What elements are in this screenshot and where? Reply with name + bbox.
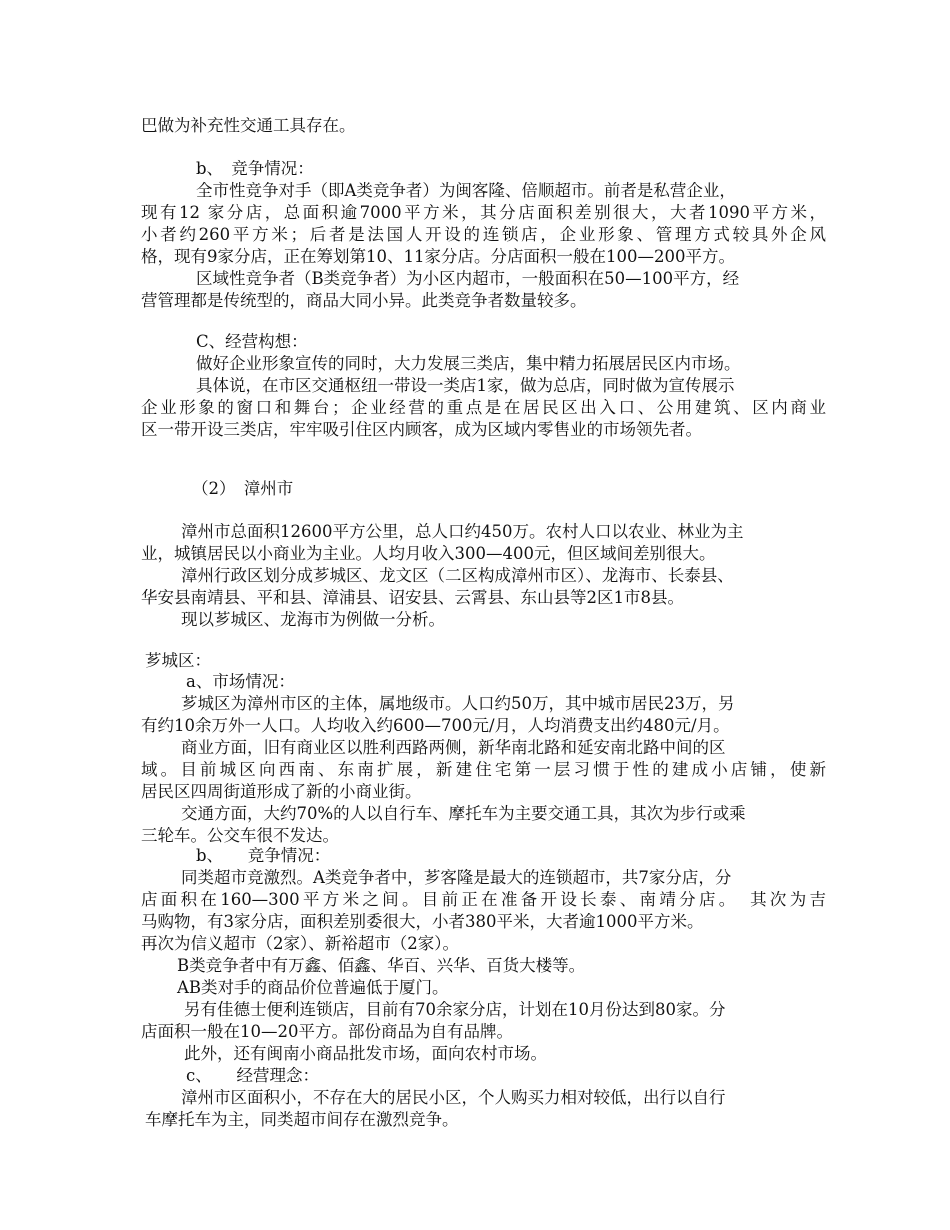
paragraph-line: 业，城镇居民以小商业为主业。人均月收入300—400元，但区域间差别很大。	[141, 544, 716, 563]
section-heading: C、经营构想：	[196, 332, 308, 351]
paragraph-line: 企业形象的窗口和舞台；企业经营的重点是在居民区出入口、公用建筑、区内商业	[141, 398, 826, 417]
paragraph-line: 车摩托车为主，同类超市间存在激烈竞争。	[145, 1110, 459, 1129]
paragraph-line: 营管理都是传统型的，商品大同小异。此类竞争者数量较多。	[141, 291, 587, 310]
paragraph-line: 具体说，在市区交通枢纽一带设一类店1家，做为总店，同时做为宣传展示	[196, 376, 735, 395]
section-heading: b、 竞争情况：	[196, 159, 314, 178]
paragraph-line: 居民区四周街道形成了新的小商业街。	[141, 782, 422, 801]
paragraph-line: 漳州市区面积小，不存在大的居民小区，个人购买力相对较低，出行以自行	[181, 1088, 726, 1107]
paragraph-line: 格，现有9家分店，正在筹划第10、11家分店。分店面积一般在100—200平方。	[141, 247, 735, 266]
paragraph-line: 区域性竞争者（B类竞争者）为小区内超市，一般面积在50—100平方，经	[196, 269, 740, 288]
paragraph-line: 店面积一般在10—20平方。部份商品为自有品牌。	[141, 1022, 513, 1041]
paragraph-line: 交通方面，大约70%的人以自行车、摩托车为主要交通工具，其次为步行或乘	[181, 804, 746, 823]
paragraph-line: 再次为信义超市（2家）、新裕超市（2家）。	[141, 934, 459, 953]
paragraph-line: 漳州市总面积12600平方公里，总人口约450万。农村人口以农业、林业为主	[181, 522, 744, 541]
paragraph-line: 现有12 家分店，总面积逾7000平方米，其分店面积差别很大，大者1090平方米，	[141, 203, 826, 222]
paragraph-line: 现以芗城区、龙海市为例做一分析。	[181, 610, 445, 629]
paragraph-line: 马购物，有3家分店，面积差别委很大，小者380平米，大者逾1000平方米。	[141, 912, 704, 931]
paragraph-line: 店面积在160—300平方米之间。目前正在准备开设长泰、南靖分店。 其次为吉	[141, 890, 826, 909]
paragraph-line: 此外，还有闽南小商品批发市场，面向农村市场。	[184, 1044, 547, 1063]
paragraph-line: 漳州行政区划分成芗城区、龙文区（二区构成漳州市区）、龙海市、长泰县、	[181, 566, 734, 585]
paragraph-line: 三轮车。公交车很不发达。	[141, 826, 339, 845]
paragraph-line: B类竞争者中有万鑫、佰鑫、华百、兴华、百货大楼等。	[177, 956, 586, 975]
section-heading: 芗城区：	[145, 651, 211, 670]
paragraph-line: 全市性竞争对手（即A类竞争者）为闽客隆、倍顺超市。前者是私营企业，	[196, 181, 736, 200]
paragraph-line: 同类超市竞激烈。A类竞争者中，芗客隆是最大的连锁超市，共7家分店，分	[181, 868, 732, 887]
paragraph-line: 芗城区为漳州市区的主体，属地级市。人口约50万，其中城市居民23万，另	[181, 694, 735, 713]
section-heading: a、市场情况：	[186, 672, 295, 691]
paragraph-line: 华安县南靖县、平和县、漳浦县、诏安县、云霄县、东山县等2区1市8县。	[141, 588, 684, 607]
section-heading: c、 经营理念：	[186, 1066, 319, 1085]
paragraph-line: 区一带开设三类店，牢牢吸引住区内顾客，成为区域内零售业的市场领先者。	[141, 420, 702, 439]
paragraph-line: 商业方面，旧有商业区以胜利西路两侧，新华南北路和延安南北路中间的区	[181, 738, 726, 757]
section-heading: b、 竞争情况：	[196, 846, 331, 865]
paragraph-line: AB类对手的商品价位普遍低于厦门。	[177, 978, 449, 997]
paragraph-line: 小者约260平方米；后者是法国人开设的连锁店，企业形象、管理方式较具外企风	[141, 225, 826, 244]
paragraph-line: 域。目前城区向西南、东南扩展，新建住宅第一层习惯于性的建成小店铺，使新	[141, 760, 826, 779]
paragraph-line: 做好企业形象宣传的同时，大力发展三类店，集中精力拓展居民区内市场。	[196, 354, 741, 373]
section-heading: （2） 漳州市	[192, 479, 294, 498]
paragraph-line: 巴做为补充性交通工具存在。	[141, 116, 356, 135]
paragraph-line: 另有佳德士便利连锁店，目前有70余家分店，计划在10月份达到80家。分	[184, 1000, 726, 1019]
paragraph-line: 有约10余万外一人口。人均收入约600—700元/月，人均消费支出约480元/月。	[141, 716, 730, 735]
